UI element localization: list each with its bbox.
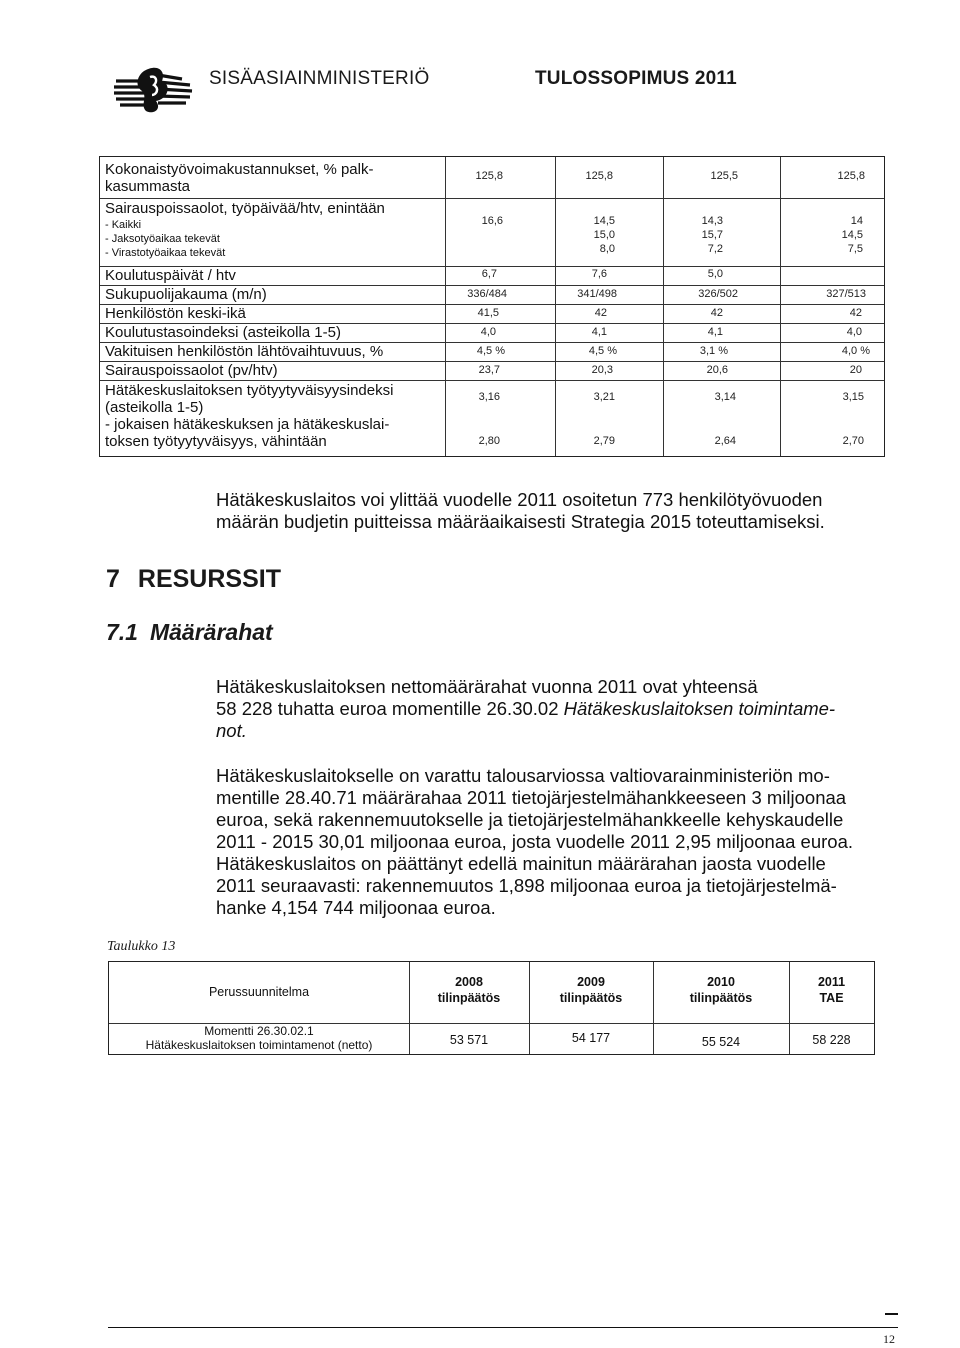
table-cell: 4,5 %: [588, 345, 617, 357]
table-cell: 2,70: [842, 435, 864, 447]
table-cell: 41,5: [477, 307, 499, 319]
table-cell: 15,0: [593, 229, 615, 241]
column-header-2009: 2009 tilinpäätös: [559, 975, 623, 1005]
document-title: TULOSSOPIMUS 2011: [535, 68, 737, 89]
table-cell: 3,1 %: [699, 345, 728, 357]
row-label: Sukupuolijakauma (m/n): [105, 286, 267, 303]
row-label: Koulutustasoindeksi (asteikolla 1-5): [105, 324, 341, 341]
table-cell: 2,64: [714, 435, 736, 447]
table-row: [100, 342, 884, 362]
table-cell: 326/502: [698, 288, 738, 300]
table-cell: 2,80: [478, 435, 500, 447]
table-cell: 3,16: [478, 391, 500, 403]
table-cell: 23,7: [478, 364, 500, 376]
table-cell: 14,5: [593, 215, 615, 227]
table-cell: 15,7: [701, 229, 723, 241]
footer-rule: [108, 1327, 898, 1328]
header-label: Perussuunnitelma: [208, 985, 310, 999]
table-cell: 53 571: [449, 1033, 489, 1047]
table-cell: 7,2: [707, 243, 723, 255]
table-row: [100, 266, 884, 286]
table-cell: 20: [849, 364, 862, 376]
column-header-2008: 2008 tilinpäätös: [437, 975, 501, 1005]
table-cell: 125,5: [710, 170, 738, 182]
table-cell: 7,5: [847, 243, 863, 255]
row-label: Sairauspoissaolot, työpäivää/htv, enintään: [105, 200, 385, 217]
table-cell: 4,1: [591, 326, 607, 338]
table-row: [100, 380, 884, 456]
table-cell: 14: [850, 215, 863, 227]
table-cell: 125,8: [475, 170, 503, 182]
table-cell: 55 524: [701, 1035, 741, 1049]
table-cell: 125,8: [585, 170, 613, 182]
appropriations-table: [108, 961, 875, 1055]
row-label: Koulutuspäivät / htv: [105, 267, 236, 284]
table-cell: 341/498: [577, 288, 617, 300]
row-sublabel: - Virastotyöaikaa tekevät: [105, 247, 226, 259]
table-cell: 4,0 %: [841, 345, 870, 357]
table-cell: 14,5: [841, 229, 863, 241]
appropriation-paragraph: Hätäkeskuslaitoksen nettomäärärahat vuonna 2011 ovat yhteensä 58 228 tuhatta euroa momentille 26.30.02 Hätäkeskuslaitoksen toimintame- not.: [216, 676, 836, 741]
table-row: [100, 285, 884, 305]
table-cell: 4,5 %: [476, 345, 505, 357]
table-cell: 42: [594, 307, 607, 319]
table-cell: 125,8: [837, 170, 865, 182]
table-row: [100, 361, 884, 381]
row-label: Kokonaistyövoimakustannukset, % palk- kasummasta: [105, 161, 374, 195]
ministry-name: SISÄASIAINMINISTERIÖ: [209, 68, 430, 89]
row-label: Hätäkeskuslaitoksen työtyytyväisyysindeksi (asteikolla 1-5) - jokaisen hätäkeskuksen ja hätäkeskuslai- toksen työtyytyväisyys, vähintään: [105, 382, 394, 450]
table-cell: 16,6: [481, 215, 503, 227]
personnel-indicators-table: [99, 156, 885, 457]
table-cell: 14,3: [701, 215, 723, 227]
table-cell: 5,0: [707, 268, 723, 280]
table-cell: 4,0: [480, 326, 496, 338]
budget-overrun-paragraph: Hätäkeskuslaitos voi ylittää vuodelle 2011 osoitetun 773 henkilötyövuoden määrän budjetin puitteissa määräaikaisesti Strategia 2015 toteuttamiseksi.: [216, 489, 825, 532]
table-row: [100, 323, 884, 343]
table-cell: 2,79: [593, 435, 615, 447]
row-label: Sairauspoissaolot (pv/htv): [105, 362, 278, 379]
table-cell: 6,7: [481, 268, 497, 280]
table-cell: 336/484: [467, 288, 507, 300]
page-number: 12: [883, 1332, 895, 1346]
table-cell: 4,0: [846, 326, 862, 338]
table-cell: 4,1: [707, 326, 723, 338]
ministry-logo: [110, 57, 198, 119]
table-row: [100, 198, 884, 267]
table-row: [100, 157, 884, 199]
section-heading: 7 RESURSSIT: [106, 565, 281, 593]
table-cell: 42: [710, 307, 723, 319]
table-cell: 3,15: [842, 391, 864, 403]
row-label: Momentti 26.30.02.1 Hätäkeskuslaitoksen toimintamenot (netto): [145, 1024, 373, 1052]
row-sublabel: - Jaksotyöaikaa tekevät: [105, 233, 220, 245]
table-cell: 20,3: [591, 364, 613, 376]
table-cell: 8,0: [599, 243, 615, 255]
table-cell: 20,6: [706, 364, 728, 376]
table-caption: Taulukko 13: [107, 939, 176, 954]
page-mark: [885, 1313, 898, 1315]
column-header-2011: 2011 TAE: [817, 975, 846, 1005]
subsection-heading: 7.1 Määrärahat: [106, 619, 273, 645]
table-row: [100, 304, 884, 324]
table-cell: 3,21: [593, 391, 615, 403]
row-label: Henkilöstön keski-ikä: [105, 305, 246, 322]
table-cell: 327/513: [826, 288, 866, 300]
it-project-paragraph: Hätäkeskuslaitokselle on varattu talousarviossa valtiovarainministeriön mo- mentille 28.40.71 määrärahaa 2011 tietojärjestelmähankkeeseen 3 miljoonaa euroa, sekä rakennemuutokselle ja tietojärjestelmähankkeelle kehyskaudelle 2011 - 2015 30,01 miljoonaa euroa, josta vuodelle 2011 2,95 miljoonaa euroa. Hätäkeskuslaitos on päättänyt edellä mainitun määrärahan jaosta vuodelle 2011 seuraavasti: rakennemuutos 1,898 miljoonaa euroa ja tietojärjestelmä- hanke 4,154 744 miljoonaa euroa.: [216, 765, 853, 918]
row-sublabel: - Kaikki: [105, 219, 142, 231]
column-header-2010: 2010 tilinpäätös: [689, 975, 753, 1005]
table-cell: 42: [849, 307, 862, 319]
table-cell: 7,6: [591, 268, 607, 280]
table-cell: 3,14: [714, 391, 736, 403]
table-cell: 54 177: [571, 1031, 611, 1045]
row-label: Vakituisen henkilöstön lähtövaihtuvuus, %: [105, 343, 384, 360]
table-cell: 58 228: [812, 1033, 851, 1047]
